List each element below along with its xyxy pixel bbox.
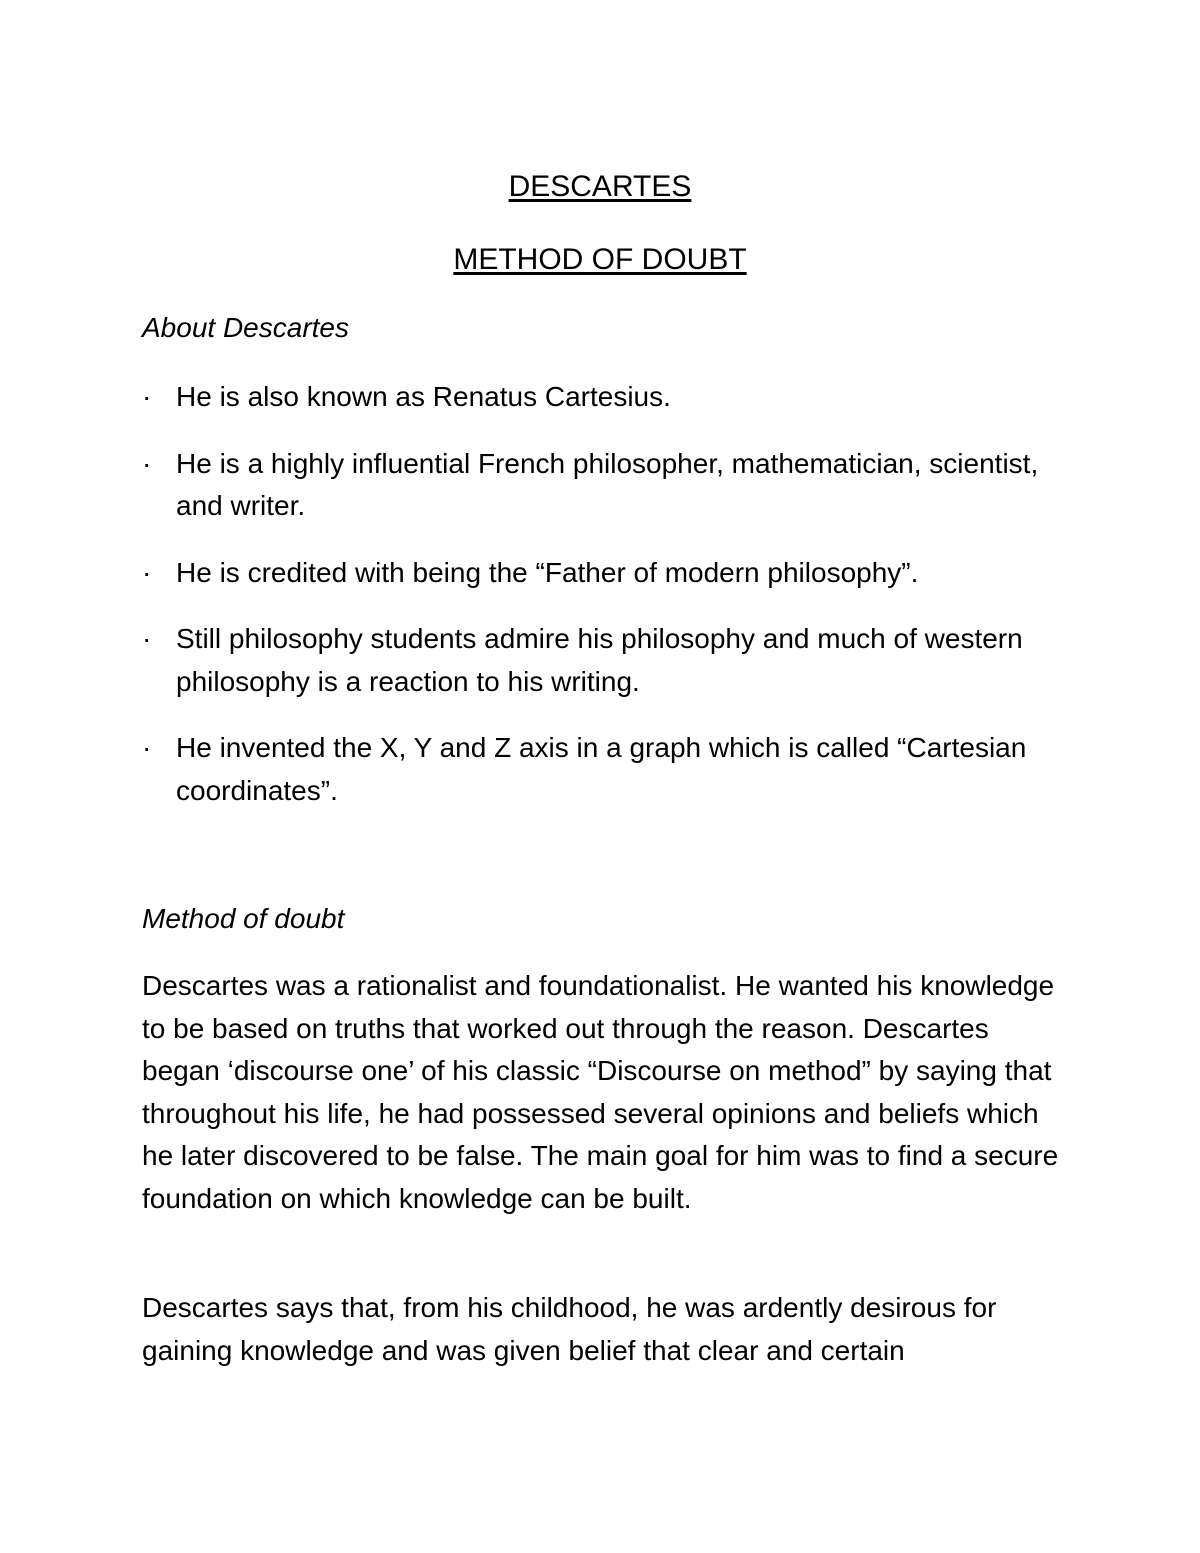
section-heading-method-of-doubt: Method of doubt	[142, 903, 345, 934]
list-item	[142, 618, 1042, 703]
bullet-icon: ·	[142, 556, 152, 588]
list-item	[142, 376, 1042, 419]
list-item-text: He is credited with being the “Father of modern philosophy”.	[176, 556, 919, 588]
bullet-icon: ·	[142, 381, 152, 412]
bullet-icon: ·	[142, 732, 152, 763]
body-paragraph: Descartes says that, from his childhood, he was ardently desirous for gaining knowledge and was given belief that clear and certain	[142, 1292, 997, 1366]
bullet-icon: ·	[142, 447, 152, 479]
list-item	[142, 727, 1042, 812]
body-paragraph: Descartes was a rationalist and foundationalist. He wanted his knowledge to be based on truths that worked out through the reason. Descartes began ‘discourse one’ of his classic “Discourse on method” by saying that throughout his life, he had possessed several opinions and beliefs which he later discovered to be false. The main goal for him was to find a secure foundation on which knowledge can be built.	[142, 970, 1059, 1214]
bullet-icon: ·	[142, 623, 152, 654]
list-item-text: He is also known as Renatus Cartesius.	[176, 381, 671, 412]
list-item	[142, 552, 1042, 595]
section-heading-about: About Descartes	[142, 312, 349, 343]
list-item	[142, 443, 1042, 528]
list-item-text: Still philosophy students admire his philosophy and much of western philosophy is a reaction to his writing.	[176, 623, 1023, 697]
list-item-text: He invented the X, Y and Z axis in a graph which is called “Cartesian coordinates”.	[176, 732, 1027, 806]
document-subtitle: METHOD OF DOUBT	[453, 243, 747, 276]
document-title: DESCARTES	[508, 170, 692, 203]
bullet-list	[142, 376, 1042, 836]
list-item-text: He is a highly influential French philosopher, mathematician, scientist, and writer.	[176, 447, 1039, 521]
